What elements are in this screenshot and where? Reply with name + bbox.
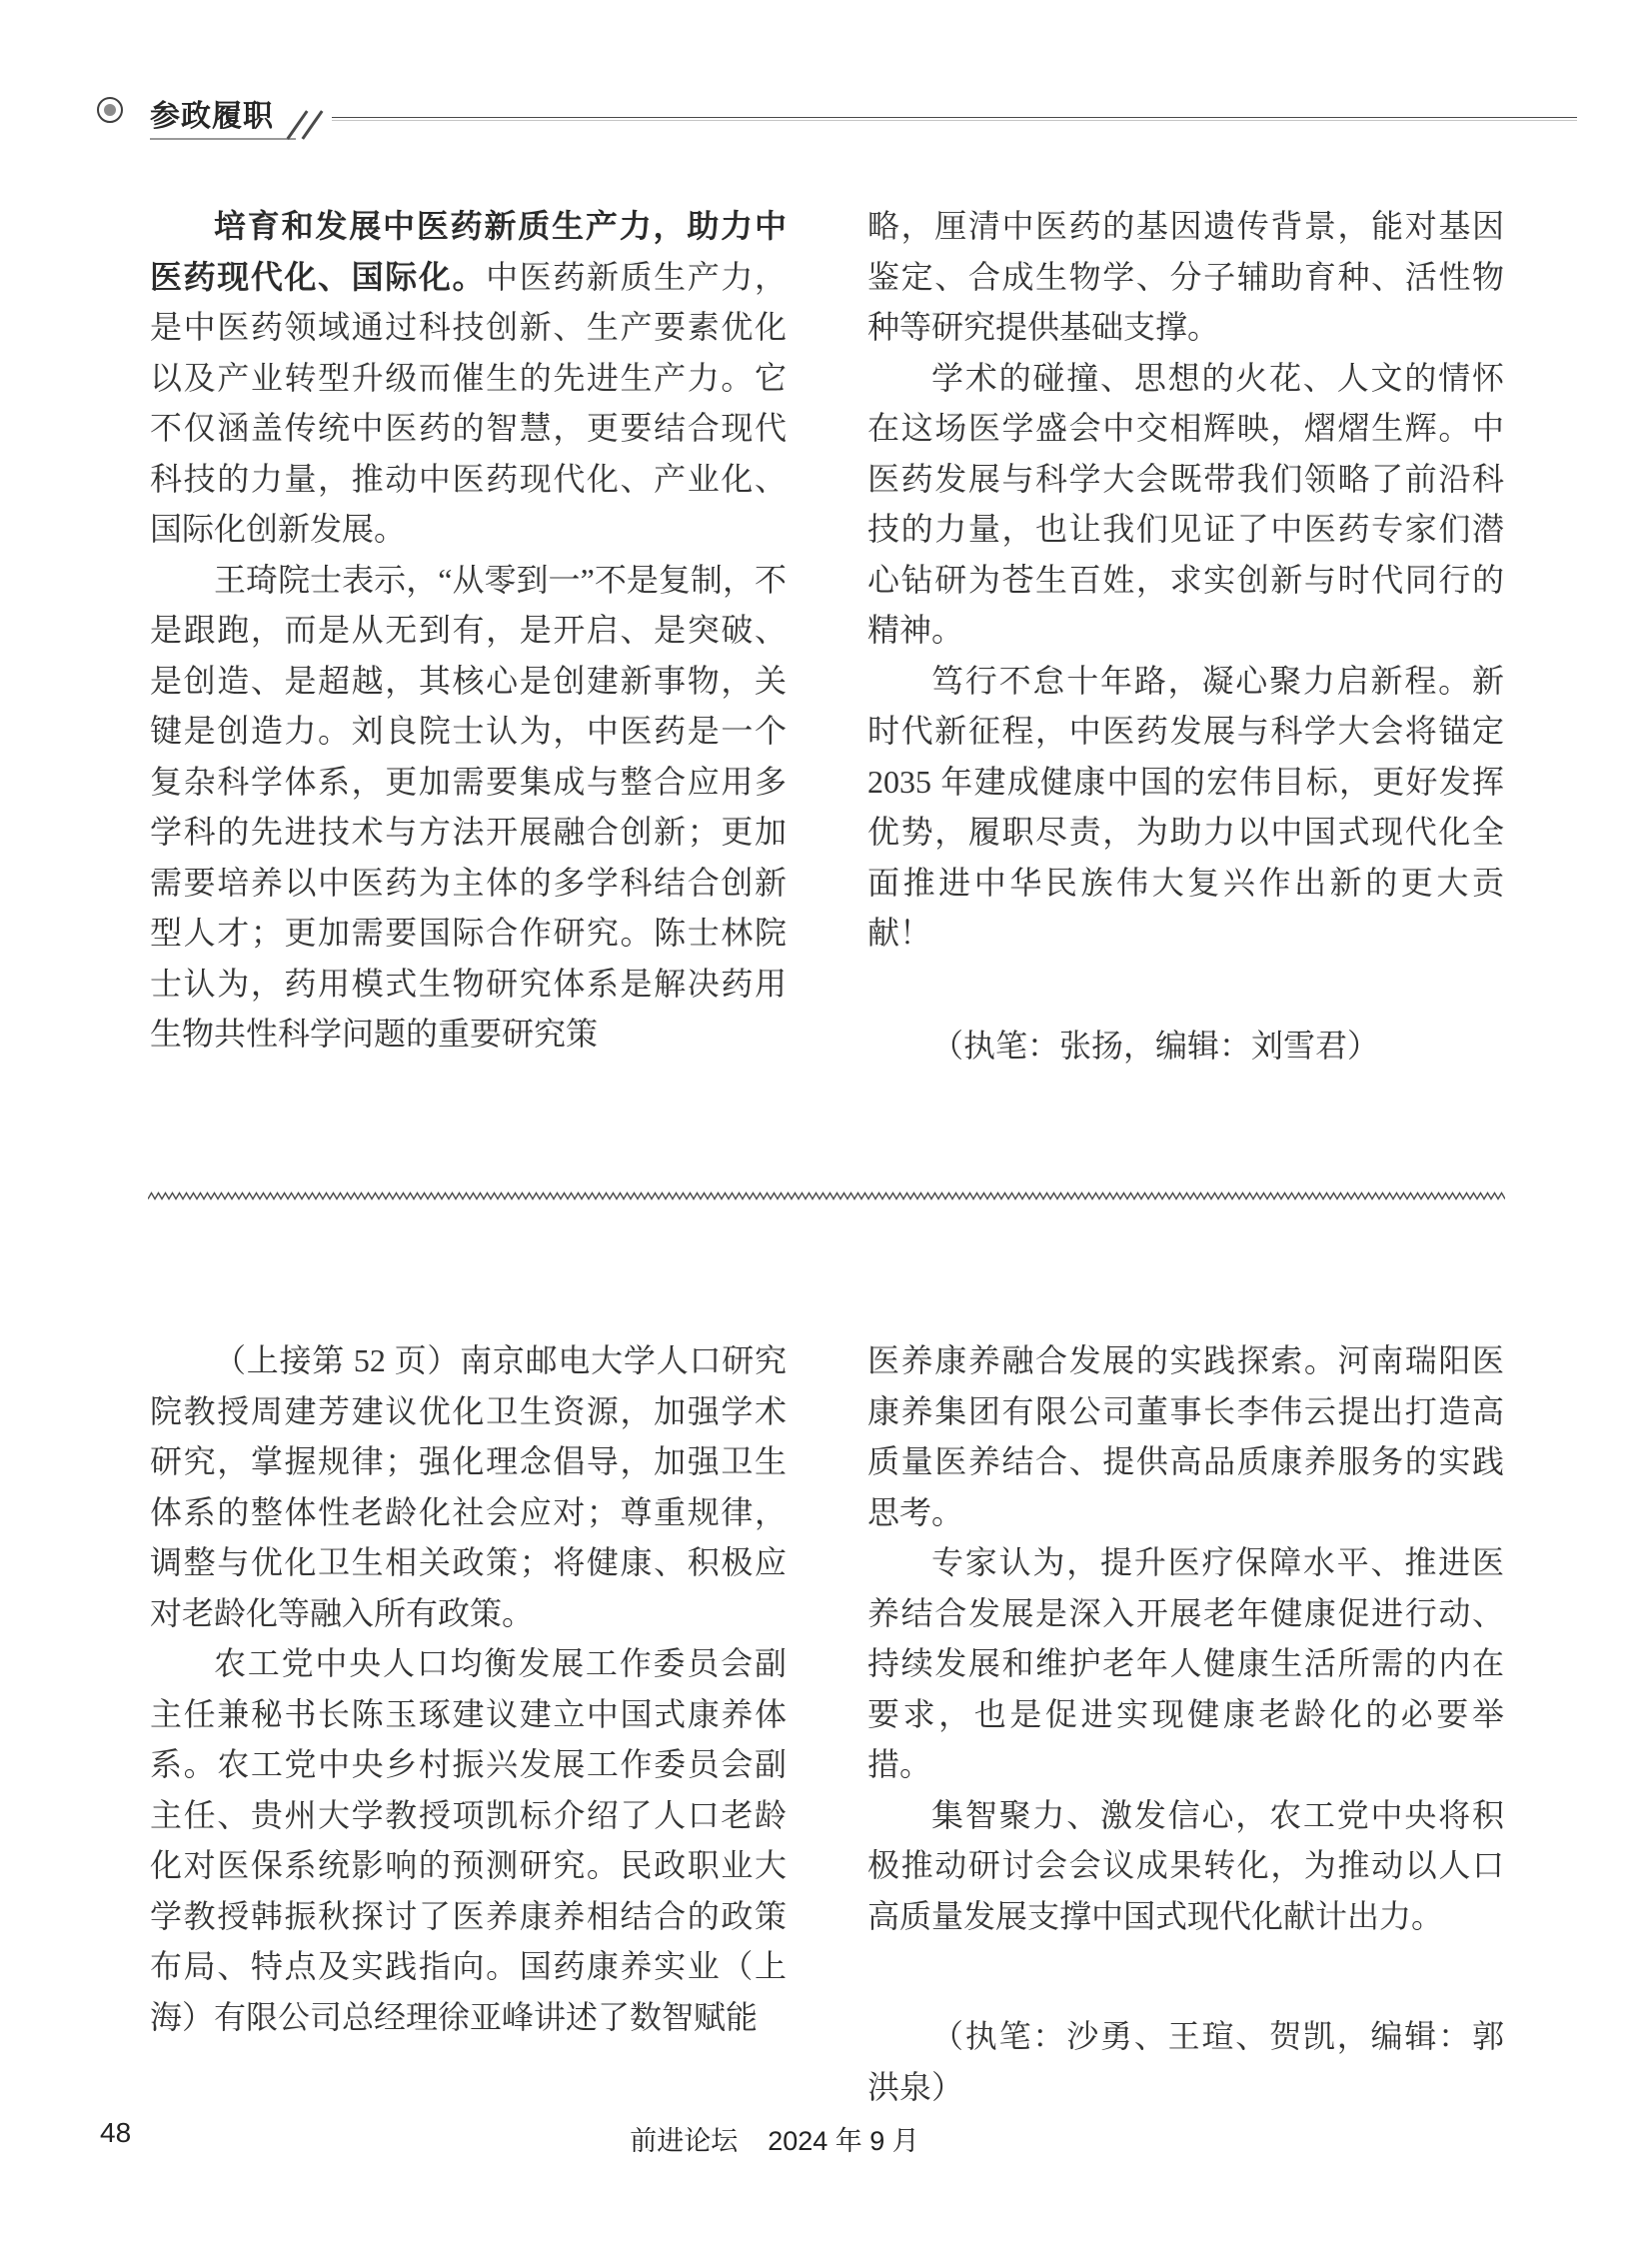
article-1-paragraph-2: 王琦院士表示，“从零到一”不是复制，不是跟跑，而是从无到有，是开启、是突破、是创造、是超越，其核心是创建新事物，关键是创造力。刘良院士认为，中医药是一个复杂科学体系，更加需要集成与整合应用多学科的先进技术与方法开展融合创新；更加需要培养以中医药为主体的多学科结合创新型人才；更加需要国际合作研究。陈士林院士认为，药用模式生物研究体系是解决药用生物共性科学问题的重要研究策	[150, 561, 787, 1052]
article-2-right-column	[867, 1335, 1504, 2112]
article-2	[150, 1335, 1504, 2112]
zigzag-path	[148, 1193, 1505, 1199]
article-2-paragraph-2: 农工党中央人口均衡发展工作委员会副主任兼秘书长陈玉琢建议建立中国式康养体系。农工党中央乡村振兴发展工作委员会副主任、贵州大学教授项凯标介绍了人口老龄化对医保系统影响的预测研究。民政职业大学教授韩振秋探讨了医养康养相结合的政策布局、特点及实践指向。国药康养实业（上海）有限公司总经理徐亚峰讲述了数智赋能	[150, 1645, 787, 2035]
article-1-lead-bold: 培育和发展中医药新质生产力，助力中医药现代化、国际化。	[150, 208, 787, 295]
article-1-paragraph-2-continued: 略，厘清中医药的基因遗传背景，能对基因鉴定、合成生物学、分子辅助育种、活性物种等研究提供基础支撑。	[867, 208, 1504, 345]
article-1	[150, 201, 1504, 1071]
zigzag-divider	[148, 1189, 1505, 1201]
section-title: 参政履职	[150, 100, 274, 133]
article-1-paragraph-4: 笃行不怠十年路，凝心聚力启新程。新时代新征程，中医药发展与科学大会将锚定 2035 年建成健康中国的宏伟目标，更好发挥优势，履职尽责，为助力以中国式现代化全面推进中华民族伟大复兴作出新的更大贡献！	[867, 662, 1504, 951]
article-2-left-column	[150, 1335, 787, 2112]
article-2-paragraph-3: 专家认为，提升医疗保障水平、推进医养结合发展是深入开展老年健康促进行动、持续发展和维护老年人健康生活所需的内在要求，也是促进实现健康老龄化的必要举措。	[867, 1544, 1504, 1782]
journal-name: 前进论坛	[630, 2126, 739, 2156]
article-2-byline: （执笔：沙勇、王瑄、贺凯，编辑：郭洪泉）	[867, 2018, 1504, 2105]
article-2-paragraph-4: 集智聚力、激发信心，农工党中央将积极推动研讨会会议成果转化，为推动以人口高质量发展支撑中国式现代化献计出力。	[867, 1796, 1504, 1934]
article-1-right-column	[867, 201, 1504, 1071]
article-2-paragraph-2-continued: 医养康养融合发展的实践探索。河南瑞阳医康养集团有限公司董事长李伟云提出打造高质量医养结合、提供高品质康养服务的实践思考。	[867, 1342, 1504, 1530]
article-1-lead-rest: 中医药新质生产力，是中医药领域通过科技创新、生产要素优化以及产业转型升级而催生的先进生产力。它不仅涵盖传统中医药的智慧，更要结合现代科技的力量，推动中医药现代化、产业化、国际化创新发展。	[150, 258, 787, 547]
page-number: 48	[100, 2117, 132, 2148]
header-rule	[332, 117, 1577, 118]
section-bullet-dot	[104, 104, 116, 116]
article-1-left-column	[150, 201, 787, 1071]
article-1-paragraph-3: 学术的碰撞、思想的火花、人文的情怀在这场医学盛会中交相辉映，熠熠生辉。中医药发展与科学大会既带我们领略了前沿科技的力量，也让我们见证了中医药专家们潜心钻研为苍生百姓，求实创新与时代同行的精神。	[867, 359, 1504, 648]
article-1-byline: （执笔：张扬，编辑：刘雪君）	[931, 1027, 1380, 1064]
issue-date: 2024 年 9 月	[768, 2126, 919, 2156]
article-2-paragraph-1: （上接第 52 页）南京邮电大学人口研究院教授周建芳建议优化卫生资源，加强学术研究，掌握规律；强化理念倡导，加强卫生体系的整体性老龄化社会应对；尊重规律，调整与优化卫生相关政策；将健康、积极应对老龄化等融入所有政策。	[150, 1342, 787, 1631]
article-1-lead-paragraph	[150, 201, 787, 555]
section-bullet-icon	[97, 97, 123, 123]
section-title-underline	[150, 138, 296, 140]
footer-journal-line	[150, 2119, 1399, 2158]
